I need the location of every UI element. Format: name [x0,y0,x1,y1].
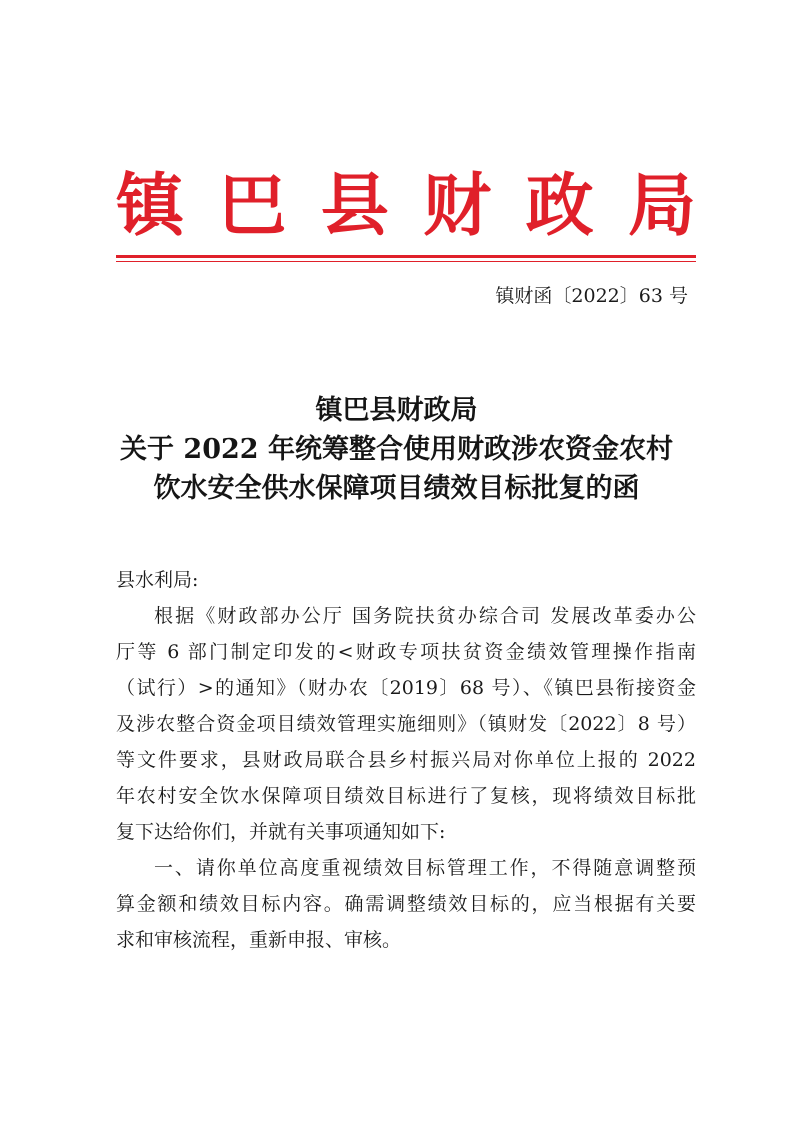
body-text [116,603,696,963]
body-line: 一、请你单位高度重视绩效目标管理工作，不得随意调整预 [154,857,696,879]
letterhead-char: 县 [320,167,389,246]
letterhead-char: 财 [423,167,492,246]
letterhead-divider-thick [116,255,696,258]
document-heading [0,391,793,508]
letterhead-char: 局 [627,167,696,246]
body-line: 等文件要求，县财政局联合县乡村振兴局对你单位上报的 2022 [116,749,696,771]
heading-line-1: 镇巴县财政局 [315,395,478,426]
letterhead-divider-thin [116,261,696,262]
body-line: 算金额和绩效目标内容。确需调整绩效目标的，应当根据有关要 [116,893,696,915]
body-line: 求和审核流程，重新申报、审核。 [116,929,402,951]
addressee: 县水利局: [116,569,199,591]
heading-line-2: 关于 2022 年统筹整合使用财政涉农资金农村 [120,434,673,465]
body-line: 复下达给你们，并就有关事项通知如下: [116,821,446,843]
body-line: 根据《财政部办公厅 国务院扶贫办综合司 发展改革委办公 [154,605,696,627]
document-number: 镇财函〔2022〕63 号 [495,285,688,307]
body-line: 厅等 6 部门制定印发的<财政专项扶贫资金绩效管理操作指南 [116,641,696,663]
body-line: 年农村安全饮水保障项目绩效目标进行了复核，现将绩效目标批 [116,785,696,807]
heading-line-3: 饮水安全供水保障项目绩效目标批复的函 [153,473,640,504]
letterhead-char: 巴 [218,167,287,246]
letterhead-title [116,168,696,246]
body-line: （试行）>的通知》（财办农〔2019〕68 号）、《镇巴县衔接资金 [116,677,696,699]
letterhead-char: 镇 [116,167,185,246]
body-line: 及涉农整合资金项目绩效管理实施细则》（镇财发〔2022〕8 号） [116,713,696,735]
letterhead-char: 政 [525,167,594,246]
